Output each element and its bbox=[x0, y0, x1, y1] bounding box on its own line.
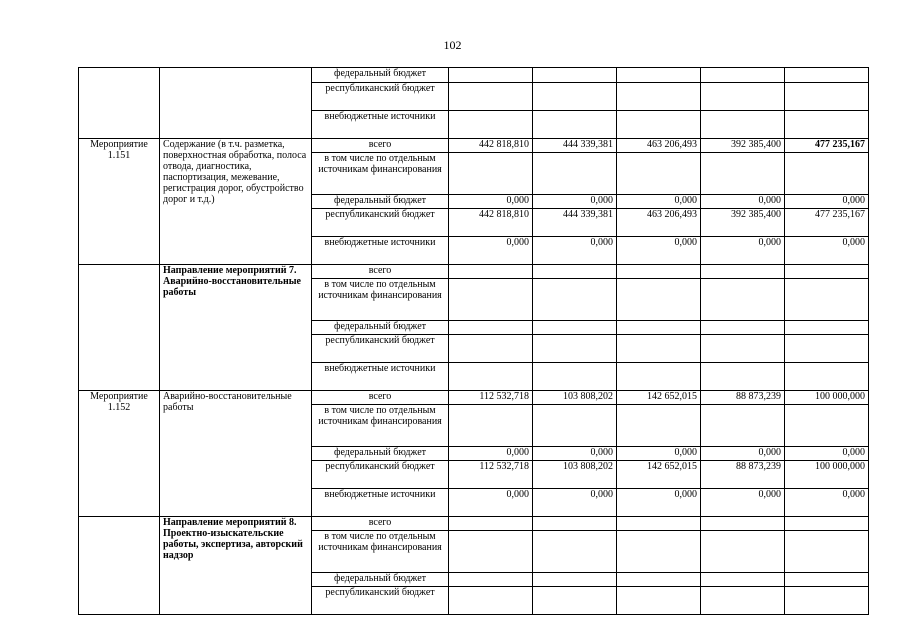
value-cell bbox=[617, 531, 701, 573]
value-cell bbox=[449, 405, 533, 447]
value-cell bbox=[617, 335, 701, 363]
value-cell bbox=[701, 587, 785, 615]
value-cell: 0,000 bbox=[701, 195, 785, 209]
value-cell bbox=[701, 153, 785, 195]
value-cell bbox=[617, 321, 701, 335]
table-row bbox=[79, 265, 869, 279]
description-cell bbox=[160, 68, 312, 139]
value-cell: 88 873,239 bbox=[701, 391, 785, 405]
value-cell bbox=[785, 68, 869, 83]
source-cell: внебюджетные источники bbox=[312, 237, 449, 265]
value-cell: 100 000,000 bbox=[785, 461, 869, 489]
value-cell bbox=[785, 573, 869, 587]
value-cell bbox=[449, 111, 533, 139]
event-cell bbox=[79, 265, 160, 391]
source-cell: федеральный бюджет bbox=[312, 68, 449, 83]
value-cell bbox=[785, 321, 869, 335]
value-cell: 442 818,810 bbox=[449, 209, 533, 237]
value-cell bbox=[701, 83, 785, 111]
value-cell bbox=[533, 335, 617, 363]
description-cell: Содержание (в т.ч. разметка, поверхностная обработка, полоса отвода, диагностика, паспортизация, межевание, регистрация дорог, обустройство дорог и т.д.) bbox=[160, 139, 312, 265]
value-cell: 103 808,202 bbox=[533, 461, 617, 489]
value-cell bbox=[701, 111, 785, 139]
event-cell bbox=[79, 517, 160, 615]
value-cell bbox=[449, 573, 533, 587]
value-cell bbox=[533, 587, 617, 615]
value-cell bbox=[785, 587, 869, 615]
direction-heading: Направление мероприятий 7. Аварийно-восстановительные работы bbox=[160, 265, 312, 391]
value-cell bbox=[701, 279, 785, 321]
value-cell bbox=[449, 517, 533, 531]
value-cell bbox=[449, 265, 533, 279]
value-cell: 442 818,810 bbox=[449, 139, 533, 153]
source-cell: республиканский бюджет bbox=[312, 587, 449, 615]
value-cell: 0,000 bbox=[617, 447, 701, 461]
value-cell bbox=[533, 83, 617, 111]
source-cell: внебюджетные источники bbox=[312, 489, 449, 517]
value-cell bbox=[701, 68, 785, 83]
value-cell bbox=[617, 587, 701, 615]
source-cell: республиканский бюджет bbox=[312, 335, 449, 363]
value-cell bbox=[785, 363, 869, 391]
value-cell: 0,000 bbox=[533, 237, 617, 265]
value-cell: 0,000 bbox=[785, 195, 869, 209]
source-cell: всего bbox=[312, 517, 449, 531]
source-cell: в том числе по отдельным источникам финансирования bbox=[312, 153, 449, 195]
value-cell bbox=[617, 265, 701, 279]
source-cell: республиканский бюджет bbox=[312, 83, 449, 111]
source-cell: внебюджетные источники bbox=[312, 363, 449, 391]
value-cell bbox=[449, 335, 533, 363]
source-cell: всего bbox=[312, 139, 449, 153]
value-cell bbox=[449, 83, 533, 111]
value-cell bbox=[533, 279, 617, 321]
value-cell: 463 206,493 bbox=[617, 139, 701, 153]
source-cell: в том числе по отдельным источникам финансирования bbox=[312, 531, 449, 573]
value-cell: 0,000 bbox=[449, 195, 533, 209]
source-cell: в том числе по отдельным источникам финансирования bbox=[312, 405, 449, 447]
value-cell bbox=[617, 517, 701, 531]
value-cell: 444 339,381 bbox=[533, 209, 617, 237]
source-cell: в том числе по отдельным источникам финансирования bbox=[312, 279, 449, 321]
value-cell: 392 385,400 bbox=[701, 209, 785, 237]
value-cell bbox=[701, 321, 785, 335]
direction-heading: Направление мероприятий 8. Проектно-изыскательские работы, экспертиза, авторский надзор bbox=[160, 517, 312, 615]
event-cell: Мероприятие 1.151 bbox=[79, 139, 160, 265]
value-cell bbox=[449, 153, 533, 195]
value-cell bbox=[785, 153, 869, 195]
source-cell: всего bbox=[312, 391, 449, 405]
value-cell bbox=[617, 111, 701, 139]
description-cell: Аварийно-восстановительные работы bbox=[160, 391, 312, 517]
value-cell bbox=[617, 573, 701, 587]
value-cell bbox=[533, 363, 617, 391]
value-cell: 477 235,167 bbox=[785, 209, 869, 237]
source-cell: всего bbox=[312, 265, 449, 279]
value-cell bbox=[617, 405, 701, 447]
value-cell: 444 339,381 bbox=[533, 139, 617, 153]
value-cell: 100 000,000 bbox=[785, 391, 869, 405]
source-cell: федеральный бюджет bbox=[312, 447, 449, 461]
source-cell: республиканский бюджет bbox=[312, 461, 449, 489]
value-cell bbox=[533, 68, 617, 83]
value-cell bbox=[701, 573, 785, 587]
table-row bbox=[79, 68, 869, 83]
value-cell bbox=[785, 405, 869, 447]
value-cell: 0,000 bbox=[701, 447, 785, 461]
table-row bbox=[79, 517, 869, 531]
value-cell: 0,000 bbox=[449, 489, 533, 517]
page-number: 102 bbox=[443, 38, 462, 52]
value-cell bbox=[701, 363, 785, 391]
value-cell: 0,000 bbox=[449, 447, 533, 461]
value-cell bbox=[785, 531, 869, 573]
event-cell: Мероприятие 1.152 bbox=[79, 391, 160, 517]
value-cell: 0,000 bbox=[533, 489, 617, 517]
value-cell: 477 235,167 bbox=[785, 139, 869, 153]
value-cell bbox=[449, 68, 533, 83]
source-cell: республиканский бюджет bbox=[312, 209, 449, 237]
value-cell bbox=[533, 405, 617, 447]
value-cell bbox=[533, 265, 617, 279]
value-cell: 0,000 bbox=[449, 237, 533, 265]
value-cell: 0,000 bbox=[701, 237, 785, 265]
value-cell bbox=[617, 363, 701, 391]
value-cell: 0,000 bbox=[533, 447, 617, 461]
value-cell bbox=[617, 68, 701, 83]
value-cell bbox=[533, 321, 617, 335]
value-cell bbox=[533, 531, 617, 573]
value-cell: 112 532,718 bbox=[449, 391, 533, 405]
value-cell bbox=[449, 279, 533, 321]
value-cell bbox=[533, 517, 617, 531]
value-cell: 0,000 bbox=[533, 195, 617, 209]
source-cell: федеральный бюджет bbox=[312, 321, 449, 335]
value-cell bbox=[701, 531, 785, 573]
value-cell bbox=[785, 335, 869, 363]
value-cell: 112 532,718 bbox=[449, 461, 533, 489]
value-cell bbox=[533, 111, 617, 139]
value-cell bbox=[449, 363, 533, 391]
value-cell bbox=[701, 517, 785, 531]
value-cell: 0,000 bbox=[617, 195, 701, 209]
table-row bbox=[79, 139, 869, 153]
value-cell bbox=[785, 265, 869, 279]
source-cell: федеральный бюджет bbox=[312, 195, 449, 209]
table-row bbox=[79, 391, 869, 405]
value-cell bbox=[617, 83, 701, 111]
value-cell bbox=[701, 405, 785, 447]
value-cell: 0,000 bbox=[701, 489, 785, 517]
value-cell bbox=[701, 265, 785, 279]
value-cell bbox=[449, 587, 533, 615]
value-cell bbox=[449, 321, 533, 335]
value-cell: 0,000 bbox=[785, 489, 869, 517]
source-cell: внебюджетные источники bbox=[312, 111, 449, 139]
value-cell: 103 808,202 bbox=[533, 391, 617, 405]
value-cell: 0,000 bbox=[785, 237, 869, 265]
budget-table bbox=[78, 67, 869, 615]
value-cell: 0,000 bbox=[785, 447, 869, 461]
value-cell: 463 206,493 bbox=[617, 209, 701, 237]
source-cell: федеральный бюджет bbox=[312, 573, 449, 587]
value-cell bbox=[785, 83, 869, 111]
value-cell bbox=[785, 279, 869, 321]
value-cell: 142 652,015 bbox=[617, 391, 701, 405]
value-cell: 88 873,239 bbox=[701, 461, 785, 489]
value-cell: 392 385,400 bbox=[701, 139, 785, 153]
value-cell bbox=[533, 153, 617, 195]
value-cell bbox=[701, 335, 785, 363]
event-cell bbox=[79, 68, 160, 139]
value-cell bbox=[785, 111, 869, 139]
value-cell: 0,000 bbox=[617, 489, 701, 517]
value-cell: 0,000 bbox=[617, 237, 701, 265]
value-cell bbox=[617, 279, 701, 321]
value-cell bbox=[449, 531, 533, 573]
value-cell bbox=[785, 517, 869, 531]
value-cell bbox=[533, 573, 617, 587]
value-cell bbox=[617, 153, 701, 195]
value-cell: 142 652,015 bbox=[617, 461, 701, 489]
